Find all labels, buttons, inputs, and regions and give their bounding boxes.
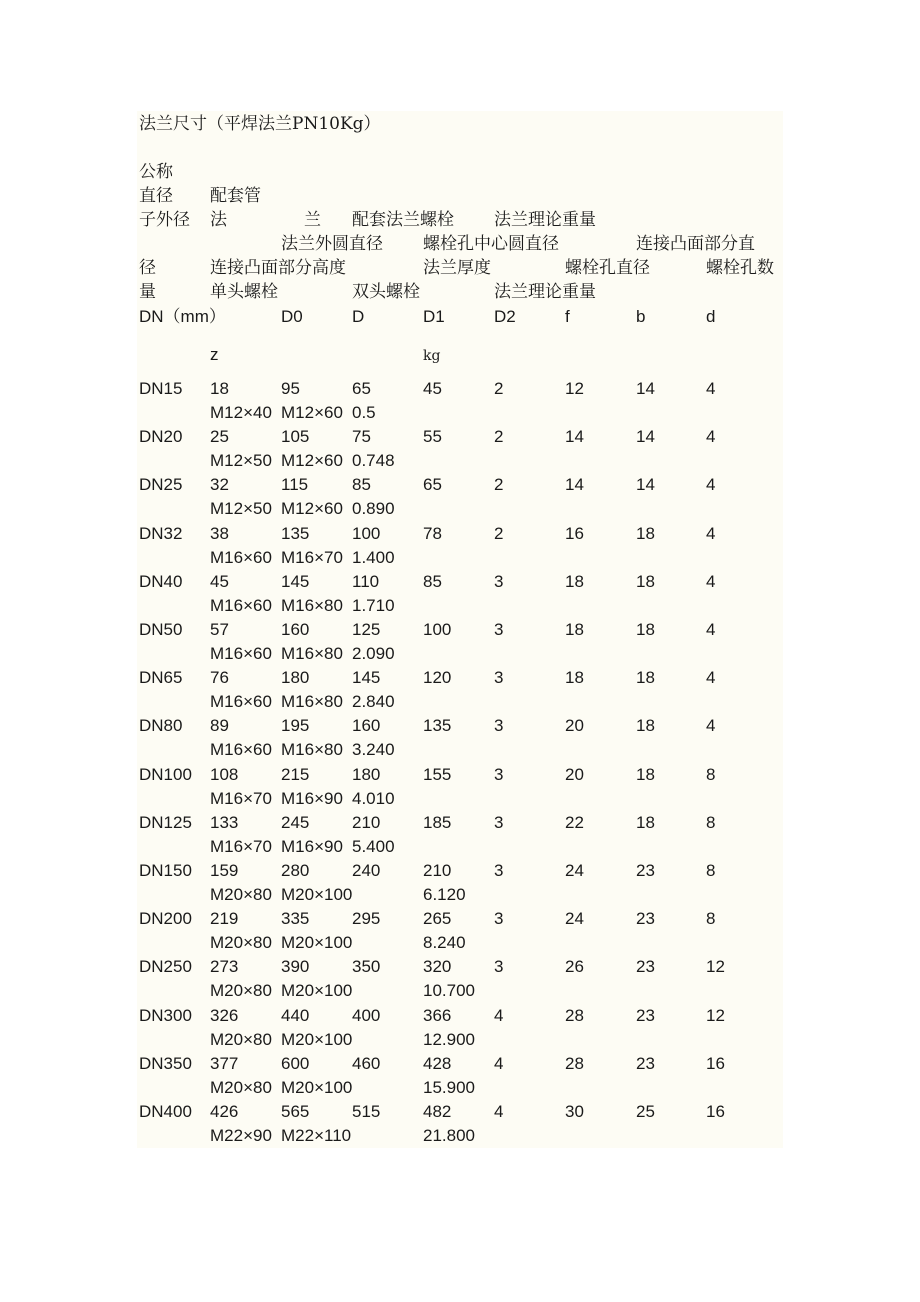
header-label: 配套管 (210, 186, 261, 206)
table-cell: 23 (636, 861, 655, 880)
column-code: D (352, 307, 365, 326)
header-label: 法兰理论重量 (494, 210, 596, 230)
table-cell: 180 (281, 668, 310, 687)
table-cell: 400 (352, 1006, 381, 1025)
double-bolt: M16×80 (281, 596, 343, 615)
double-bolt: M12×60 (281, 403, 343, 422)
table-cell: 30 (565, 1102, 584, 1121)
table-cell: 2 (494, 379, 504, 398)
table-cell: 108 (210, 765, 239, 784)
row-dn: DN125 (139, 813, 192, 832)
table-cell: 24 (565, 861, 584, 880)
row-dn: DN65 (139, 668, 183, 687)
single-bolt: M16×60 (210, 740, 272, 759)
row-dn: DN25 (139, 475, 183, 494)
table-cell: 3 (494, 620, 504, 639)
row-dn: DN100 (139, 765, 192, 784)
table-cell: 76 (210, 668, 229, 687)
row-dn: DN250 (139, 957, 192, 976)
single-bolt: M16×60 (210, 548, 272, 567)
flange-weight: 0.890 (352, 499, 395, 518)
table-cell: 45 (423, 379, 442, 398)
table-cell: 12 (565, 379, 584, 398)
flange-weight: 5.400 (352, 837, 395, 856)
table-cell: 18 (636, 572, 655, 591)
flange-weight: 0.5 (352, 403, 376, 422)
row-dn: DN150 (139, 861, 192, 880)
single-bolt: M12×40 (210, 403, 272, 422)
header-label: 法 (210, 210, 227, 230)
header-label: 公称 (139, 162, 173, 182)
double-bolt: M16×70 (281, 548, 343, 567)
header-label: 子外径 (139, 210, 190, 230)
table-cell: 210 (423, 861, 452, 880)
table-cell: 215 (281, 765, 310, 784)
table-cell: 23 (636, 1006, 655, 1025)
table-cell: 95 (281, 379, 300, 398)
row-dn: DN400 (139, 1102, 192, 1121)
column-code: D0 (281, 307, 303, 326)
table-cell: 32 (210, 475, 229, 494)
table-cell: 295 (352, 909, 381, 928)
table-cell: 565 (281, 1102, 310, 1121)
table-cell: 125 (352, 620, 381, 639)
table-cell: 100 (423, 620, 452, 639)
single-bolt: M12×50 (210, 451, 272, 470)
table-cell: 377 (210, 1054, 239, 1073)
single-bolt: M22×90 (210, 1126, 272, 1145)
table-cell: 4 (494, 1054, 504, 1073)
table-cell: 8 (706, 813, 716, 832)
table-cell: 55 (423, 427, 442, 446)
table-cell: 14 (565, 427, 584, 446)
header-label: 螺栓孔中心圆直径 (423, 234, 559, 254)
table-cell: 25 (636, 1102, 655, 1121)
table-cell: 14 (636, 475, 655, 494)
table-cell: 18 (210, 379, 229, 398)
table-cell: 426 (210, 1102, 239, 1121)
table-cell: 428 (423, 1054, 452, 1073)
table-cell: 24 (565, 909, 584, 928)
single-bolt: M20×80 (210, 1030, 272, 1049)
double-bolt: M20×100 (281, 981, 353, 1000)
flange-weight: 0.748 (352, 451, 395, 470)
table-cell: 160 (352, 716, 381, 735)
double-bolt: M16×80 (281, 692, 343, 711)
table-cell: 23 (636, 957, 655, 976)
flange-weight: 10.700 (423, 981, 475, 1000)
table-cell: 4 (706, 668, 716, 687)
flange-weight: 4.010 (352, 789, 395, 808)
double-bolt: M16×90 (281, 789, 343, 808)
table-cell: 18 (636, 765, 655, 784)
table-cell: 219 (210, 909, 239, 928)
table-cell: 89 (210, 716, 229, 735)
table-cell: 18 (636, 524, 655, 543)
table-cell: 28 (565, 1054, 584, 1073)
row-dn: DN350 (139, 1054, 192, 1073)
column-code: f (565, 307, 570, 326)
table-cell: 25 (210, 427, 229, 446)
double-bolt: M22×110 (281, 1126, 352, 1145)
table-cell: 155 (423, 765, 452, 784)
table-cell: 57 (210, 620, 229, 639)
double-bolt: M20×100 (281, 885, 353, 904)
table-cell: 515 (352, 1102, 381, 1121)
table-cell: 4 (706, 620, 716, 639)
table-cell: 4 (706, 524, 716, 543)
table-cell: 18 (565, 620, 584, 639)
flange-weight: 15.900 (423, 1078, 475, 1097)
unit-label: kg (423, 348, 441, 364)
table-cell: 265 (423, 909, 452, 928)
double-bolt: M20×100 (281, 933, 353, 952)
header-label: 双头螺栓 (352, 282, 420, 302)
table-cell: 460 (352, 1054, 381, 1073)
table-cell: 326 (210, 1006, 239, 1025)
table-cell: 14 (636, 379, 655, 398)
header-label: 连接凸面部分高度 (210, 258, 346, 278)
table-cell: 75 (352, 427, 371, 446)
table-cell: 23 (636, 1054, 655, 1073)
table-cell: 4 (706, 716, 716, 735)
table-cell: 2 (494, 427, 504, 446)
table-cell: 133 (210, 813, 239, 832)
table-cell: 65 (352, 379, 371, 398)
single-bolt: M12×50 (210, 499, 272, 518)
table-cell: 20 (565, 716, 584, 735)
flange-weight: 2.090 (352, 644, 395, 663)
table-cell: 390 (281, 957, 310, 976)
single-bolt: M16×70 (210, 837, 272, 856)
table-cell: 240 (352, 861, 381, 880)
single-bolt: M20×80 (210, 933, 272, 952)
column-code: D2 (494, 307, 516, 326)
table-cell: 440 (281, 1006, 310, 1025)
table-cell: 4 (706, 379, 716, 398)
table-cell: 273 (210, 957, 239, 976)
table-cell: 14 (636, 427, 655, 446)
row-dn: DN50 (139, 620, 183, 639)
flange-weight: 3.240 (352, 740, 395, 759)
table-cell: 78 (423, 524, 442, 543)
table-cell: 45 (210, 572, 229, 591)
table-cell: 26 (565, 957, 584, 976)
single-bolt: M16×70 (210, 789, 272, 808)
header-label: 兰 (304, 210, 321, 230)
header-label: 法兰外圆直径 (281, 234, 383, 254)
header-label: 径 (139, 258, 156, 278)
column-code: DN（mm） (139, 307, 226, 326)
table-cell: 8 (706, 765, 716, 784)
header-label: 法兰厚度 (423, 258, 491, 278)
row-dn: DN200 (139, 909, 192, 928)
table-cell: 366 (423, 1006, 452, 1025)
table-cell: 135 (281, 524, 310, 543)
table-cell: 4 (706, 427, 716, 446)
table-cell: 185 (423, 813, 452, 832)
column-code: d (706, 307, 716, 326)
flange-weight: 8.240 (423, 933, 466, 952)
table-cell: 160 (281, 620, 310, 639)
table-cell: 18 (636, 813, 655, 832)
table-cell: 3 (494, 957, 504, 976)
table-cell: 18 (565, 668, 584, 687)
table-cell: 65 (423, 475, 442, 494)
table-cell: 159 (210, 861, 239, 880)
double-bolt: M16×80 (281, 644, 343, 663)
table-cell: 180 (352, 765, 381, 784)
table-cell: 280 (281, 861, 310, 880)
table-cell: 115 (281, 475, 309, 494)
table-cell: 3 (494, 765, 504, 784)
single-bolt: M16×60 (210, 596, 272, 615)
single-bolt: M16×60 (210, 692, 272, 711)
table-cell: 28 (565, 1006, 584, 1025)
column-code: z (210, 345, 219, 364)
table-cell: 4 (494, 1102, 504, 1121)
table-cell: 2 (494, 475, 504, 494)
table-cell: 22 (565, 813, 584, 832)
table-cell: 2 (494, 524, 504, 543)
row-dn: DN20 (139, 427, 183, 446)
row-dn: DN15 (139, 379, 183, 398)
double-bolt: M12×60 (281, 499, 343, 518)
flange-weight: 6.120 (423, 885, 466, 904)
table-cell: 120 (423, 668, 452, 687)
table-cell: 38 (210, 524, 229, 543)
table-cell: 210 (352, 813, 381, 832)
single-bolt: M16×60 (210, 644, 272, 663)
column-code: D1 (423, 307, 445, 326)
table-cell: 85 (423, 572, 442, 591)
table-cell: 350 (352, 957, 381, 976)
header-label: 法兰理论重量 (494, 282, 596, 302)
table-cell: 195 (281, 716, 310, 735)
table-cell: 600 (281, 1054, 310, 1073)
double-bolt: M20×100 (281, 1030, 353, 1049)
column-code: b (636, 307, 646, 326)
flange-weight: 2.840 (352, 692, 395, 711)
table-cell: 85 (352, 475, 371, 494)
table-cell: 16 (706, 1102, 725, 1121)
table-cell: 23 (636, 909, 655, 928)
table-cell: 8 (706, 909, 716, 928)
table-cell: 12 (706, 1006, 725, 1025)
double-bolt: M16×80 (281, 740, 343, 759)
row-dn: DN32 (139, 524, 183, 543)
flange-weight: 21.800 (423, 1126, 475, 1145)
flange-weight: 12.900 (423, 1030, 475, 1049)
table-cell: 3 (494, 572, 504, 591)
table-cell: 3 (494, 861, 504, 880)
single-bolt: M20×80 (210, 1078, 272, 1097)
table-cell: 4 (706, 572, 716, 591)
table-cell: 3 (494, 909, 504, 928)
row-dn: DN80 (139, 716, 183, 735)
double-bolt: M12×60 (281, 451, 343, 470)
header-label: 螺栓孔数 (706, 258, 774, 278)
table-cell: 4 (706, 475, 716, 494)
table-cell: 18 (636, 668, 655, 687)
single-bolt: M20×80 (210, 981, 272, 1000)
table-cell: 16 (706, 1054, 725, 1073)
table-cell: 18 (636, 620, 655, 639)
table-cell: 20 (565, 765, 584, 784)
table-cell: 335 (281, 909, 310, 928)
double-bolt: M16×90 (281, 837, 343, 856)
single-bolt: M20×80 (210, 885, 272, 904)
table-cell: 3 (494, 668, 504, 687)
flange-weight: 1.710 (352, 596, 395, 615)
header-label: 配套法兰螺栓 (352, 210, 454, 230)
double-bolt: M20×100 (281, 1078, 353, 1097)
table-cell: 482 (423, 1102, 452, 1121)
table-cell: 105 (281, 427, 310, 446)
header-label: 连接凸面部分直 (636, 234, 755, 254)
table-cell: 8 (706, 861, 716, 880)
table-cell: 12 (706, 957, 725, 976)
table-cell: 16 (565, 524, 584, 543)
table-cell: 135 (423, 716, 452, 735)
table-cell: 145 (352, 668, 381, 687)
table-cell: 4 (494, 1006, 504, 1025)
table-cell: 100 (352, 524, 381, 543)
flange-weight: 1.400 (352, 548, 395, 567)
table-cell: 18 (636, 716, 655, 735)
row-dn: DN300 (139, 1006, 192, 1025)
table-cell: 145 (281, 572, 310, 591)
table-cell: 320 (423, 957, 452, 976)
table-cell: 110 (352, 572, 380, 591)
table-cell: 245 (281, 813, 310, 832)
header-label: 单头螺栓 (210, 282, 278, 302)
table-cell: 3 (494, 813, 504, 832)
page-title: 法兰尺寸（平焊法兰PN10Kg） (139, 114, 381, 134)
header-label: 直径 (139, 186, 173, 206)
row-dn: DN40 (139, 572, 183, 591)
header-label: 螺栓孔直径 (565, 258, 650, 278)
table-cell: 18 (565, 572, 584, 591)
table-cell: 3 (494, 716, 504, 735)
header-label: 量 (139, 282, 156, 302)
table-cell: 14 (565, 475, 584, 494)
